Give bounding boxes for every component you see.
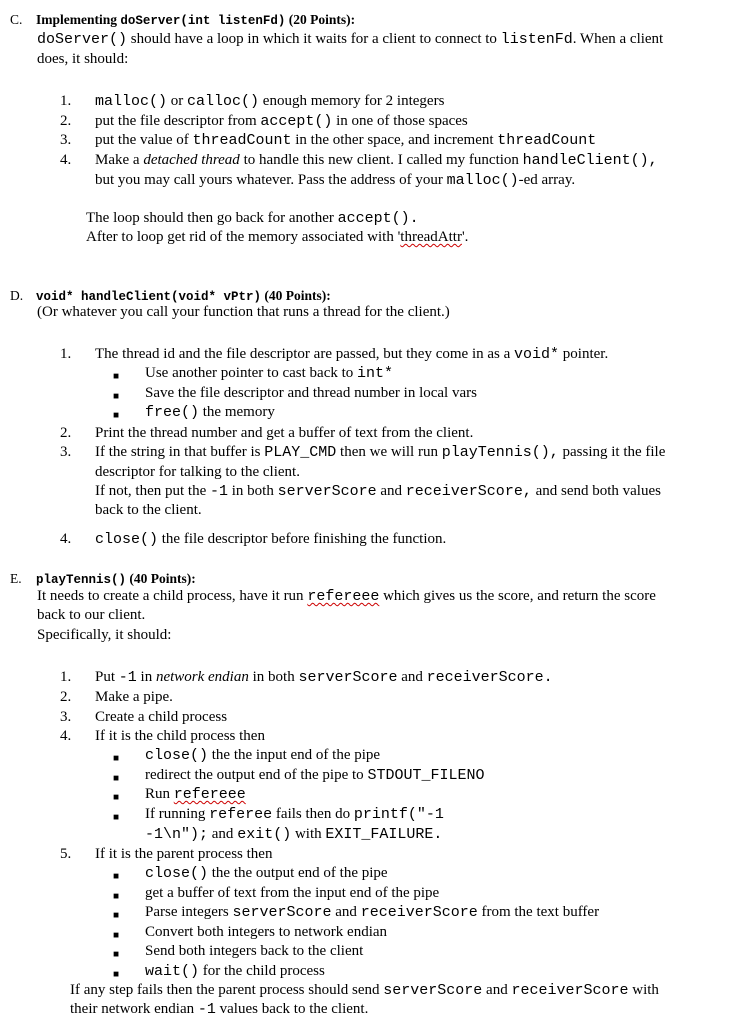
bullet-icon: ■ [113, 891, 120, 902]
list-item: The thread id and the file descriptor are passed, but they come in as a void* pointer. [95, 346, 609, 363]
list-number: 4. [60, 152, 72, 168]
list-number: 1. [60, 93, 72, 109]
list-item: Make a detached thread to handle this new client. I called my function handleClient(), [95, 152, 658, 169]
list-number: 3. [60, 444, 72, 460]
bullet-icon: ■ [113, 969, 120, 980]
bullet-icon: ■ [113, 910, 120, 921]
list-item: Put -1 in network endian in both serverScore and receiverScore. [95, 669, 553, 686]
bullet-item: wait() for the child process [145, 963, 325, 980]
list-item: Create a child process [95, 709, 228, 725]
list-number: 1. [60, 669, 72, 685]
list-item-continuation: back to the client. [95, 502, 202, 518]
list-number: 4. [60, 728, 72, 744]
bullet-item: Convert both integers to network endian [145, 924, 388, 940]
section-c-note2: After to loop get rid of the memory associated with 'threadAttr'. [86, 229, 469, 245]
bullet-item-continuation: -1\n"); and exit() with EXIT_FAILURE. [145, 826, 443, 843]
section-e-intro-line3: Specifically, it should: [37, 627, 172, 643]
list-number: 2. [60, 425, 72, 441]
bullet-item: redirect the output end of the pipe to STDOUT_FILENO [145, 767, 485, 784]
section-e-intro: It needs to create a child process, have it run refereee which gives us the score, and return the score [37, 588, 656, 605]
bullet-item: Save the file descriptor and thread number in local vars [145, 385, 477, 401]
bullet-item: close() the the output end of the pipe [145, 865, 388, 882]
bullet-icon: ■ [113, 773, 120, 784]
bullet-item: get a buffer of text from the input end of the pipe [145, 885, 440, 901]
list-item-continuation: descriptor for talking to the client. [95, 464, 300, 480]
list-item: close() the file descriptor before finishing the function. [95, 531, 447, 548]
list-number: 4. [60, 531, 72, 547]
section-c-intro: doServer() should have a loop in which it waits for a client to connect to listenFd. When a client [37, 31, 664, 48]
list-number: 1. [60, 346, 72, 362]
bullet-item: close() the the input end of the pipe [145, 747, 381, 764]
list-item-continuation: but you may call yours whatever. Pass the address of your malloc()-ed array. [95, 172, 576, 189]
list-item: malloc() or calloc() enough memory for 2 integers [95, 93, 445, 110]
bullet-item: Send both integers back to the client [145, 943, 364, 959]
section-e-final: If any step fails then the parent process should send serverScore and receiverScore with [70, 982, 659, 999]
list-item: If it is the parent process then [95, 846, 273, 862]
bullet-icon: ■ [113, 753, 120, 764]
bullet-icon: ■ [113, 391, 120, 402]
list-item: put the file descriptor from accept() in one of those spaces [95, 113, 468, 130]
list-number: 3. [60, 709, 72, 725]
bullet-icon: ■ [113, 930, 120, 941]
bullet-item: Run refereee [145, 786, 246, 803]
list-item: If the string in that buffer is PLAY_CMD then we will run playTennis(), passing it the file [95, 444, 666, 461]
bullet-icon: ■ [113, 871, 120, 882]
section-c-note: The loop should then go back for another accept(). [86, 210, 419, 227]
section-c-intro-line2: does, it should: [37, 51, 129, 67]
list-item-continuation: If not, then put the -1 in both serverScore and receiverScore, and send both values [95, 483, 661, 500]
section-e-heading: E. playTennis() (40 Points): [10, 571, 196, 587]
list-item: Make a pipe. [95, 689, 173, 705]
section-e-intro-line2: back to our client. [37, 607, 146, 623]
section-d-heading: D. void* handleClient(void* vPtr) (40 Points): [10, 288, 331, 304]
list-number: 2. [60, 689, 72, 705]
bullet-icon: ■ [113, 410, 120, 421]
list-item: put the value of threadCount in the other space, and increment threadCount [95, 132, 597, 149]
bullet-icon: ■ [113, 371, 120, 382]
section-e-final-line2: their network endian -1 values back to the client. [70, 1001, 369, 1018]
bullet-item: If running referee fails then do printf("-1 [145, 806, 444, 823]
bullet-item: Parse integers serverScore and receiverScore from the text buffer [145, 904, 600, 921]
section-c-heading: C. Implementing doServer(int listenFd) (20 Points): [10, 12, 356, 28]
list-number: 3. [60, 132, 72, 148]
bullet-item: Use another pointer to cast back to int* [145, 365, 394, 382]
list-item: If it is the child process then [95, 728, 265, 744]
bullet-icon: ■ [113, 792, 120, 803]
bullet-item: free() the memory [145, 404, 275, 421]
list-number: 2. [60, 113, 72, 129]
bullet-icon: ■ [113, 812, 120, 823]
list-number: 5. [60, 846, 72, 862]
section-d-intro: (Or whatever you call your function that runs a thread for the client.) [37, 304, 450, 320]
list-item: Print the thread number and get a buffer of text from the client. [95, 425, 474, 441]
bullet-icon: ■ [113, 949, 120, 960]
